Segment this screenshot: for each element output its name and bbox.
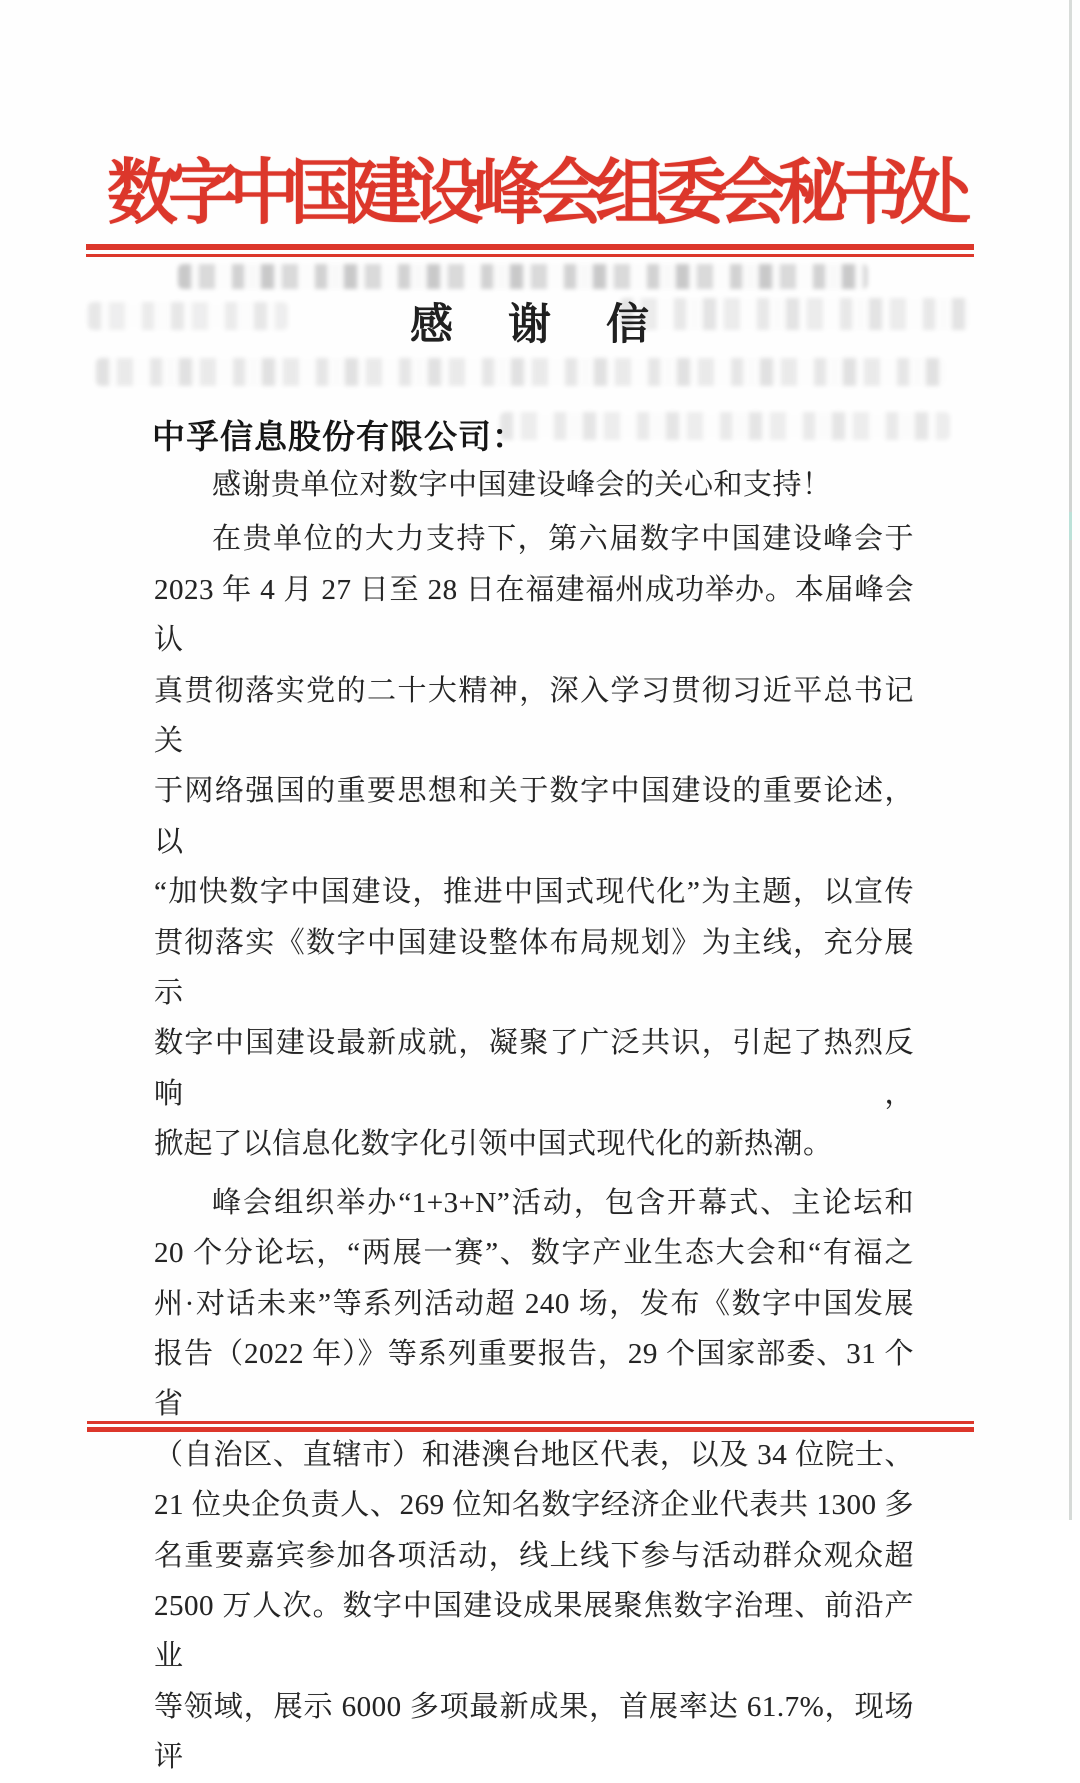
body-line: 贯彻落实《数字中国建设整体布局规划》为主线，充分展示 xyxy=(154,926,914,1010)
letterhead-title: 数字中国建设峰会组委会秘书处 xyxy=(106,155,961,233)
body-line: （自治区、直辖市）和港澳台地区代表，以及 34 位院士、 xyxy=(154,1438,914,1471)
footer-rule-thick xyxy=(87,1427,974,1432)
body-line: 州·对话未来”等系列活动超 240 场，发布《数字中国发展 xyxy=(154,1287,914,1320)
letterhead-rule-thin xyxy=(86,254,974,257)
body-paragraph xyxy=(154,1178,914,1783)
bleed-through-artifact xyxy=(96,358,946,386)
letter-body xyxy=(154,460,914,1783)
bleed-through-artifact xyxy=(500,412,950,440)
body-line: 感谢贵单位对数字中国建设峰会的关心和支持！ xyxy=(212,469,832,501)
body-line: “加快数字中国建设，推进中国式现代化”为主题，以宣传 xyxy=(154,876,914,909)
body-line: 掀起了以信息化数字化引领中国式现代化的新热潮。 xyxy=(154,1128,833,1161)
document-title: 感谢信 xyxy=(410,302,704,349)
bleed-through-artifact xyxy=(88,302,288,330)
letterhead-rule-thick xyxy=(86,244,974,250)
body-line: 于网络强国的重要思想和关于数字中国建设的重要论述，以 xyxy=(154,775,914,858)
bleed-through-artifact xyxy=(178,264,868,289)
body-paragraph xyxy=(154,460,914,510)
body-line: 21 位央企负责人、269 位知名数字经济企业代表共 1300 多 xyxy=(154,1489,914,1522)
recipient-salutation: 中孚信息股份有限公司： xyxy=(152,418,526,455)
body-line: 真贯彻落实党的二十大精神，深入学习贯彻习近平总书记关 xyxy=(154,674,914,758)
body-line: 名重要嘉宾参加各项活动，线上线下参与活动群众观众超 xyxy=(154,1539,914,1572)
body-line: 等领域，展示 6000 多项最新成果，首展率达 61.7%，现场评 xyxy=(154,1690,914,1774)
letterhead xyxy=(0,157,1080,232)
scan-page-edge xyxy=(1069,0,1072,1520)
scan-edge-artifact xyxy=(1069,512,1072,540)
body-line: 数字中国建设最新成就，凝聚了广泛共识，引起了热烈反响， xyxy=(154,1027,914,1110)
body-line: 在贵单位的大力支持下，第六届数字中国建设峰会于 xyxy=(212,523,914,556)
body-line: 峰会组织举办“1+3+N”活动，包含开幕式、主论坛和 xyxy=(212,1186,914,1219)
body-paragraph xyxy=(154,514,914,1169)
body-line: 20 个分论坛，“两展一赛”、数字产业生态大会和“有福之 xyxy=(154,1237,914,1270)
body-line: 2023 年 4 月 27 日至 28 日在福建福州成功举办。本届峰会认 xyxy=(154,573,914,657)
footer-rule-thin xyxy=(87,1421,974,1424)
body-line: 2500 万人次。数字中国建设成果展聚焦数字治理、前沿产业 xyxy=(154,1589,914,1673)
body-line: 报告（2022 年）》等系列重要报告，29 个国家部委、31 个省 xyxy=(154,1337,914,1421)
